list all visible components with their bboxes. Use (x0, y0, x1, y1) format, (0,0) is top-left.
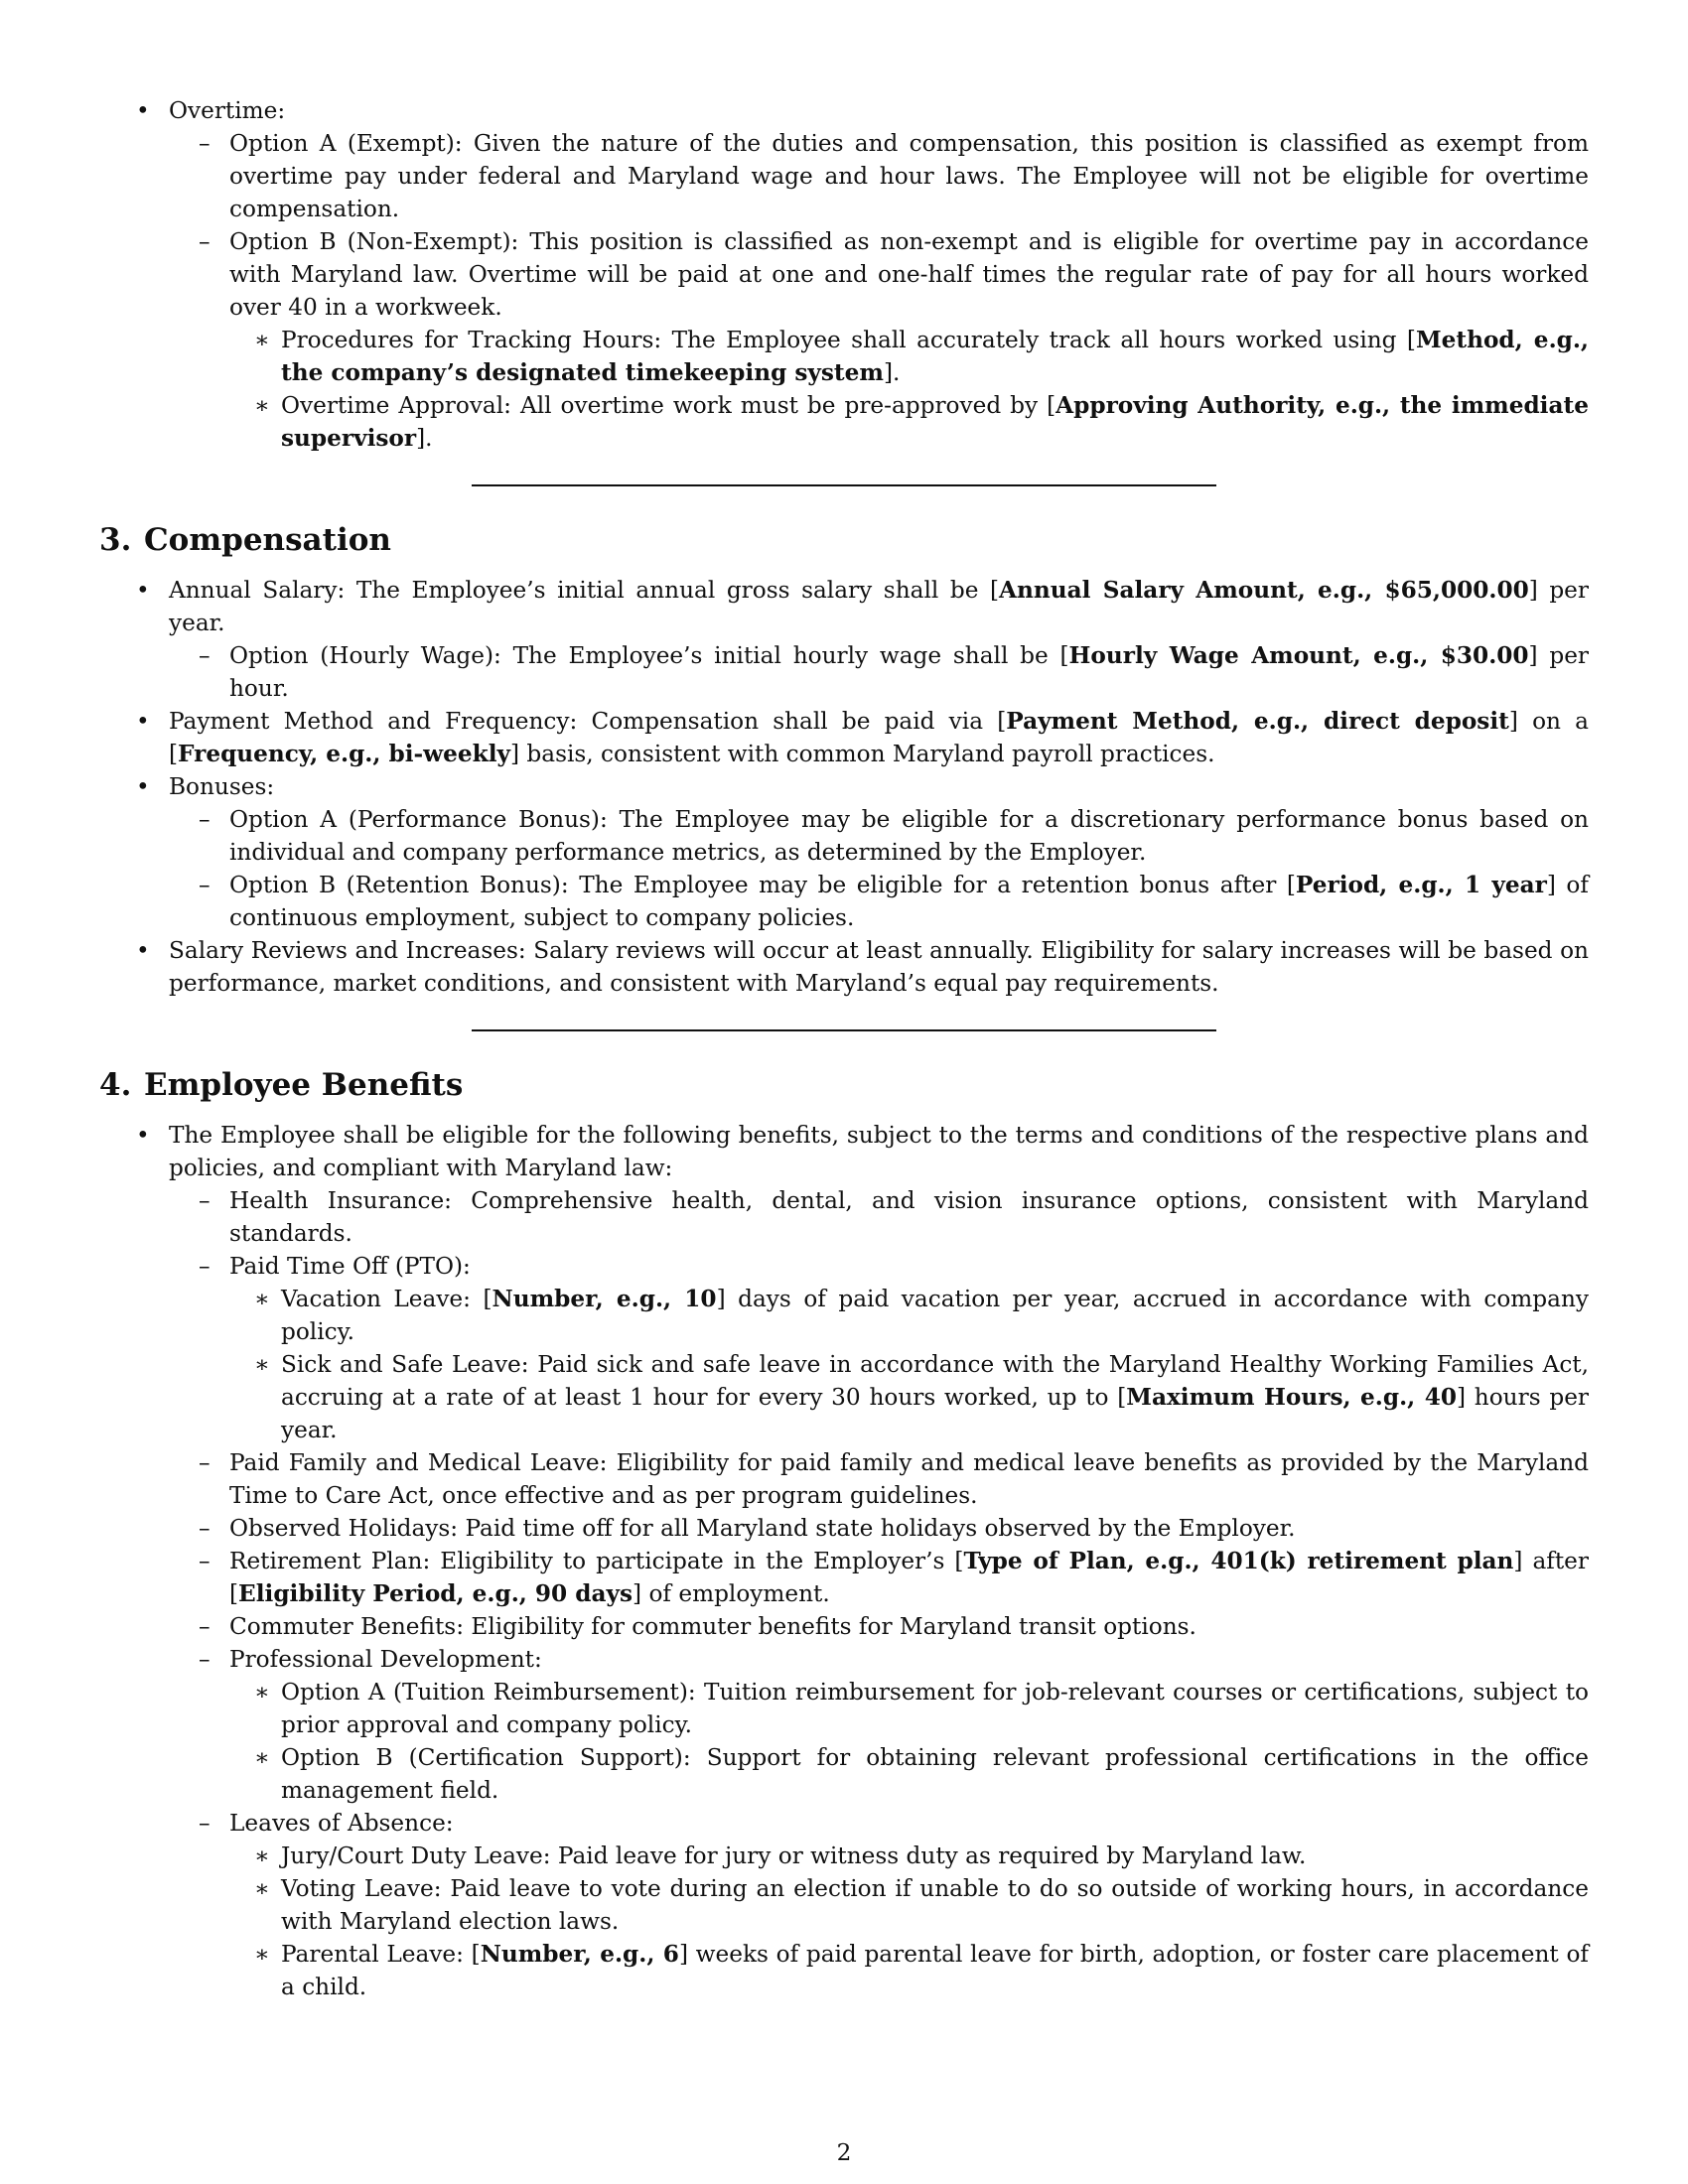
family-medical-leave-item: – Paid Family and Medical Leave: Eligibility for paid family and medical leave benefits as provided by the Maryland Time to Care Act, once effective and as per program guidelines. (169, 1446, 1589, 1512)
leaves-of-absence-item: – Leaves of Absence: ∗ Jury/Court Duty Leave: Paid leave for jury or witness duty as required by Maryland law. ∗ Voting Leave: Paid leave to vote during an election if unable to do so outside of working hours, in accordance with Maryland election laws. ∗ Parental Leave: [Number, e.g., 6] weeks of paid parental leave for birth, adoption, or foster care placement of a child. (169, 1807, 1589, 2003)
section-divider (472, 484, 1216, 486)
overtime-item (99, 94, 1589, 455)
professional-development-item: – Professional Development: ∗ Option A (Tuition Reimbursement): Tuition reimbursement for job-relevant courses or certifications, subject to prior approval and company policy. ∗ Option B (Certification Support): Support for obtaining relevant professional certifications in the office management field. (169, 1643, 1589, 1807)
vacation-leave-item: ∗ Vacation Leave: [Number, e.g., 10] days of paid vacation per year, accrued in accordance with company policy. (229, 1283, 1589, 1348)
compensation-list (99, 574, 1589, 1000)
certification-support-item: ∗ Option B (Certification Support): Support for obtaining relevant professional certifications in the office management field. (229, 1741, 1589, 1807)
jury-duty-leave-item: ∗ Jury/Court Duty Leave: Paid leave for jury or witness duty as required by Maryland law. (229, 1840, 1589, 1872)
parental-leave-item: ∗ Parental Leave: [Number, e.g., 6] weeks of paid parental leave for birth, adoption, or foster care placement of a child. (229, 1938, 1589, 2003)
tuition-reimbursement-item: ∗ Option A (Tuition Reimbursement): Tuition reimbursement for job-relevant courses or certifications, subject to prior approval and company policy. (229, 1676, 1589, 1741)
voting-leave-item: ∗ Voting Leave: Paid leave to vote during an election if unable to do so outside of working hours, in accordance with Maryland election laws. (229, 1872, 1589, 1938)
commuter-benefits-item: – Commuter Benefits: Eligibility for commuter benefits for Maryland transit options. (169, 1610, 1589, 1643)
pto-item: – Paid Time Off (PTO): ∗ Vacation Leave: [Number, e.g., 10] days of paid vacation per year, accrued in accordance with company policy. ∗ Sick and Safe Leave: Paid sick and safe leave in accordance with the Maryland Healthy Working Families Act, accruing at a rate of at least 1 hour for every 30 hours worked, up to [Maximum Hours, e.g., 40] hours per year. (169, 1250, 1589, 1446)
health-insurance-item: – Health Insurance: Comprehensive health, dental, and vision insurance options, consistent with Maryland standards. (169, 1184, 1589, 1250)
annual-salary-item: • Annual Salary: The Employee’s initial annual gross salary shall be [Annual Salary Amount, e.g., $65,000.00] per year. – Option (Hourly Wage): The Employee’s initial hourly wage shall be [Hourly Wage Amount, e.g., $30.00] per hour. (99, 574, 1589, 705)
page-number: 2 (836, 2139, 852, 2166)
bonus-option-b: – Option B (Retention Bonus): The Employee may be eligible for a retention bonus after [Period, e.g., 1 year] of continuous employment, subject to company policies. (169, 869, 1589, 934)
section-heading-compensation: 3. Compensation (99, 522, 391, 558)
observed-holidays-item: – Observed Holidays: Paid time off for all Maryland state holidays observed by the Employer. (169, 1512, 1589, 1545)
retirement-plan-item: – Retirement Plan: Eligibility to participate in the Employer’s [Type of Plan, e.g., 401(k) retirement plan] after [Eligibility Period, e.g., 90 days] of employment. (169, 1545, 1589, 1610)
sick-leave-item: ∗ Sick and Safe Leave: Paid sick and safe leave in accordance with the Maryland Healthy Working Families Act, accruing at a rate of at least 1 hour for every 30 hours worked, up to [Maximum Hours, e.g., 40] hours per year. (229, 1348, 1589, 1446)
benefits-intro-item: • The Employee shall be eligible for the following benefits, subject to the terms and conditions of the respective plans and policies, and compliant with Maryland law: – Health Insurance: Comprehensive health, dental, and vision insurance options, consistent with Maryland standards. – Paid Time Off (PTO): ∗ Vacation Leave: [Number, e.g., 10] days of paid vacation per year, accrued in accordance with company policy. ∗ Sick and Safe Leave: Paid sick and safe leave in accordance with the Maryland Healthy Working Families Act, accruing at a rate of at least 1 hour for every 30 hours worked, up to [Maximum Hours, e.g., 40] hours per year. – Paid Family and Medical Leave: Eligibility for paid family and medical leave benefits as provided by the Maryland Time to Care Act, once effective and as per program guidelines. – Observed Holidays: Paid time off for all Maryland state holidays observed by the Employer. – Retirement Plan: Eligibility to participate in the Employer’s [Type of Plan, e.g., 401(k) retirement plan] after [Eligibility Period, e.g., 90 days] of employment. – Commuter Benefits: Eligibility for commuter benefits for Maryland transit options. – Professional Development: ∗ Option A (Tuition Reimbursement): Tuition reimbursement for job-relevant courses or certifications, subject to prior approval and company policy. ∗ Option B (Certification Support): Support for obtaining relevant professional certifications in the office management field. – Leaves of Absence: ∗ Jury/Court Duty Leave: Paid leave for jury or witness duty as required by Maryland law. ∗ Voting Leave: Paid leave to vote during an election if unable to do so outside of working hours, in accordance with Maryland election laws. ∗ Parental Leave: [Number, e.g., 6] weeks of paid parental leave for birth, adoption, or foster care placement of a child. (99, 1119, 1589, 2003)
overtime-option-a: – Option A (Exempt): Given the nature of the duties and compensation, this position is classified as exempt from overtime pay under federal and Maryland wage and hour laws. The Employee will not be eligible for overtime compensation. (169, 127, 1589, 225)
bonus-option-a: – Option A (Performance Bonus): The Employee may be eligible for a discretionary performance bonus based on individual and company performance metrics, as determined by the Employer. (169, 803, 1589, 869)
tracking-hours-item: ∗ Procedures for Tracking Hours: The Employee shall accurately track all hours worked using [Method, e.g., the company’s designated timekeeping system]. (229, 324, 1589, 389)
hourly-wage-item: – Option (Hourly Wage): The Employee’s initial hourly wage shall be [Hourly Wage Amount, e.g., $30.00] per hour. (169, 639, 1589, 705)
overtime-list (99, 94, 1589, 455)
bonuses-item: • Bonuses: – Option A (Performance Bonus): The Employee may be eligible for a discretionary performance bonus based on individual and company performance metrics, as determined by the Employer. – Option B (Retention Bonus): The Employee may be eligible for a retention bonus after [Period, e.g., 1 year] of continuous employment, subject to company policies. (99, 770, 1589, 934)
section-divider (472, 1029, 1216, 1031)
overtime-approval-item: ∗ Overtime Approval: All overtime work must be pre-approved by [Approving Authority, e.g., the immediate supervisor]. (229, 389, 1589, 455)
overtime-option-b: – Option B (Non-Exempt): This position is classified as non-exempt and is eligible for overtime pay in accordance with Maryland law. Overtime will be paid at one and one-half times the regular rate of pay for all hours worked over 40 in a workweek. ∗ Procedures for Tracking Hours: The Employee shall accurately track all hours worked using [Method, e.g., the company’s designated timekeeping system]. ∗ Overtime Approval: All overtime work must be pre-approved by [Approving Authority, e.g., the immediate supervisor]. (169, 225, 1589, 455)
overtime-label: Overtime: (169, 97, 286, 124)
section-heading-benefits: 4. Employee Benefits (99, 1067, 464, 1103)
benefits-list (99, 1119, 1589, 2003)
document-page (99, 94, 1589, 2003)
payment-method-item: • Payment Method and Frequency: Compensation shall be paid via [Payment Method, e.g., direct deposit] on a [Frequency, e.g., bi-weekly] basis, consistent with common Maryland payroll practices. (99, 705, 1589, 770)
salary-reviews-item: • Salary Reviews and Increases: Salary reviews will occur at least annually. Eligibility for salary increases will be based on performance, market conditions, and consistent with Maryland’s equal pay requirements. (99, 934, 1589, 1000)
